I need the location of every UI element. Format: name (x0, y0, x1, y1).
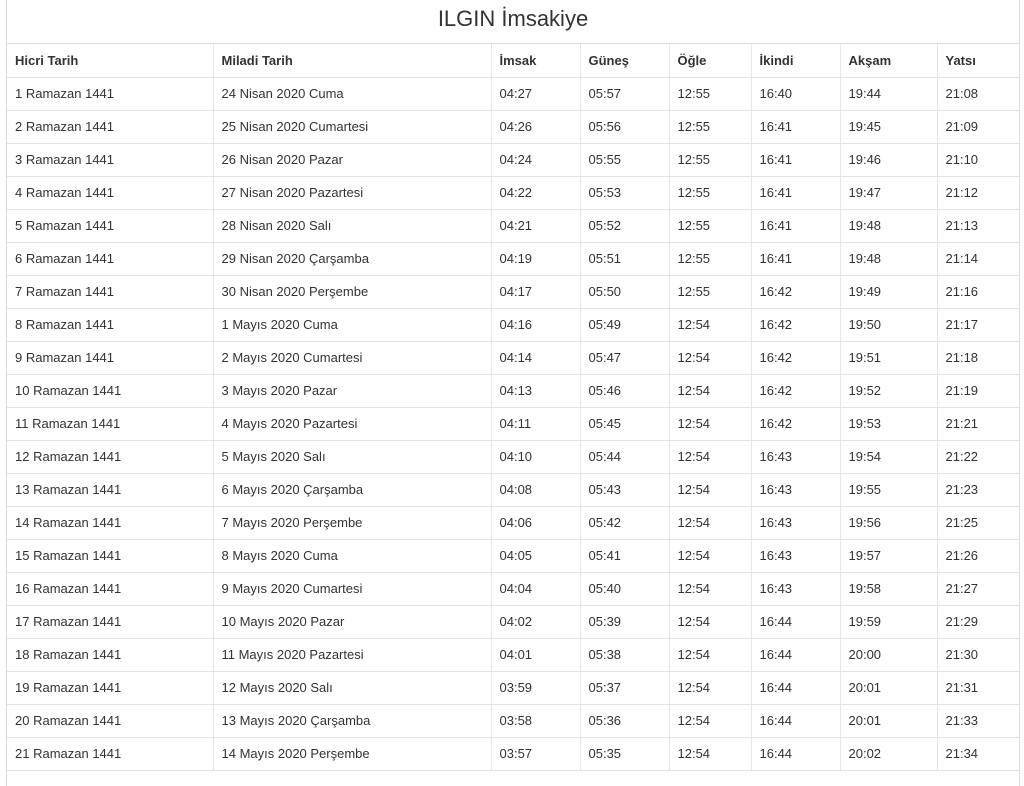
gregorian-date-cell: 6 Mayıs 2020 Çarşamba (213, 473, 491, 506)
imsak-cell: 04:14 (491, 341, 580, 374)
imsak-cell: 04:17 (491, 275, 580, 308)
aksam-cell: 20:00 (840, 638, 937, 671)
ogle-cell: 12:54 (669, 308, 751, 341)
imsak-cell: 04:13 (491, 374, 580, 407)
gunes-cell: 05:47 (580, 341, 669, 374)
table-row (7, 242, 1019, 275)
table-row (7, 473, 1019, 506)
yatsi-cell: 21:09 (937, 110, 1019, 143)
hijri-date-cell: 8 Ramazan 1441 (7, 308, 213, 341)
table-row (7, 341, 1019, 374)
imsak-cell: 04:05 (491, 539, 580, 572)
hijri-date-cell: 11 Ramazan 1441 (7, 407, 213, 440)
aksam-cell: 19:57 (840, 539, 937, 572)
hijri-date-cell: 20 Ramazan 1441 (7, 704, 213, 737)
ogle-cell: 12:54 (669, 671, 751, 704)
hijri-date-cell: 7 Ramazan 1441 (7, 275, 213, 308)
gregorian-date-cell: 12 Mayıs 2020 Salı (213, 671, 491, 704)
ogle-cell: 12:54 (669, 737, 751, 770)
hijri-date-cell: 18 Ramazan 1441 (7, 638, 213, 671)
gregorian-date-cell: 14 Mayıs 2020 Perşembe (213, 737, 491, 770)
table-row (7, 374, 1019, 407)
gregorian-date-cell: 9 Mayıs 2020 Cumartesi (213, 572, 491, 605)
yatsi-cell: 21:26 (937, 539, 1019, 572)
imsak-cell: 04:06 (491, 506, 580, 539)
gregorian-date-cell: 3 Mayıs 2020 Pazar (213, 374, 491, 407)
yatsi-cell: 21:13 (937, 209, 1019, 242)
aksam-cell: 19:55 (840, 473, 937, 506)
ikindi-cell: 16:41 (751, 176, 840, 209)
imsak-cell: 04:22 (491, 176, 580, 209)
gregorian-date-cell: 29 Nisan 2020 Çarşamba (213, 242, 491, 275)
imsak-cell: 04:19 (491, 242, 580, 275)
hijri-date-cell: 13 Ramazan 1441 (7, 473, 213, 506)
ikindi-cell: 16:42 (751, 407, 840, 440)
yatsi-cell: 21:29 (937, 605, 1019, 638)
hijri-date-cell: 17 Ramazan 1441 (7, 605, 213, 638)
gunes-cell: 05:43 (580, 473, 669, 506)
column-header-yatsi: Yatsı (937, 44, 1019, 77)
imsak-cell: 04:16 (491, 308, 580, 341)
aksam-cell: 19:59 (840, 605, 937, 638)
table-row (7, 638, 1019, 671)
gunes-cell: 05:38 (580, 638, 669, 671)
aksam-cell: 19:48 (840, 209, 937, 242)
table-row (7, 671, 1019, 704)
yatsi-cell: 21:12 (937, 176, 1019, 209)
table-row (7, 605, 1019, 638)
imsakiye-panel (6, 0, 1020, 786)
ogle-cell: 12:54 (669, 341, 751, 374)
gregorian-date-cell: 13 Mayıs 2020 Çarşamba (213, 704, 491, 737)
aksam-cell: 20:01 (840, 704, 937, 737)
aksam-cell: 19:54 (840, 440, 937, 473)
ogle-cell: 12:54 (669, 605, 751, 638)
gregorian-date-cell: 5 Mayıs 2020 Salı (213, 440, 491, 473)
ogle-cell: 12:54 (669, 506, 751, 539)
ikindi-cell: 16:40 (751, 77, 840, 110)
yatsi-cell: 21:34 (937, 737, 1019, 770)
aksam-cell: 19:44 (840, 77, 937, 110)
yatsi-cell: 21:17 (937, 308, 1019, 341)
aksam-cell: 19:52 (840, 374, 937, 407)
yatsi-cell: 21:30 (937, 638, 1019, 671)
gregorian-date-cell: 26 Nisan 2020 Pazar (213, 143, 491, 176)
hijri-date-cell: 16 Ramazan 1441 (7, 572, 213, 605)
ikindi-cell: 16:43 (751, 440, 840, 473)
ogle-cell: 12:54 (669, 638, 751, 671)
aksam-cell: 19:48 (840, 242, 937, 275)
gunes-cell: 05:36 (580, 704, 669, 737)
aksam-cell: 19:51 (840, 341, 937, 374)
ikindi-cell: 16:41 (751, 209, 840, 242)
gregorian-date-cell: 2 Mayıs 2020 Cumartesi (213, 341, 491, 374)
ogle-cell: 12:54 (669, 704, 751, 737)
ogle-cell: 12:54 (669, 473, 751, 506)
imsak-cell: 04:04 (491, 572, 580, 605)
ikindi-cell: 16:43 (751, 506, 840, 539)
gunes-cell: 05:44 (580, 440, 669, 473)
hijri-date-cell: 21 Ramazan 1441 (7, 737, 213, 770)
aksam-cell: 19:45 (840, 110, 937, 143)
gunes-cell: 05:37 (580, 671, 669, 704)
gregorian-date-cell: 30 Nisan 2020 Perşembe (213, 275, 491, 308)
ikindi-cell: 16:44 (751, 605, 840, 638)
ogle-cell: 12:55 (669, 176, 751, 209)
yatsi-cell: 21:33 (937, 704, 1019, 737)
imsak-cell: 04:08 (491, 473, 580, 506)
ogle-cell: 12:54 (669, 374, 751, 407)
aksam-cell: 19:47 (840, 176, 937, 209)
ogle-cell: 12:55 (669, 77, 751, 110)
gregorian-date-cell: 24 Nisan 2020 Cuma (213, 77, 491, 110)
table-row (7, 539, 1019, 572)
aksam-cell: 19:53 (840, 407, 937, 440)
table-row (7, 77, 1019, 110)
yatsi-cell: 21:27 (937, 572, 1019, 605)
column-header-gregorian-date: Miladi Tarih (213, 44, 491, 77)
yatsi-cell: 21:14 (937, 242, 1019, 275)
ikindi-cell: 16:42 (751, 341, 840, 374)
ikindi-cell: 16:44 (751, 638, 840, 671)
ogle-cell: 12:54 (669, 407, 751, 440)
imsak-cell: 04:11 (491, 407, 580, 440)
imsak-cell: 04:26 (491, 110, 580, 143)
gunes-cell: 05:51 (580, 242, 669, 275)
hijri-date-cell: 12 Ramazan 1441 (7, 440, 213, 473)
ikindi-cell: 16:44 (751, 704, 840, 737)
table-row (7, 506, 1019, 539)
table-row (7, 110, 1019, 143)
ogle-cell: 12:55 (669, 242, 751, 275)
gunes-cell: 05:52 (580, 209, 669, 242)
yatsi-cell: 21:21 (937, 407, 1019, 440)
imsak-cell: 04:02 (491, 605, 580, 638)
table-body (7, 77, 1019, 770)
table-row (7, 308, 1019, 341)
yatsi-cell: 21:18 (937, 341, 1019, 374)
imsakiye-table (7, 44, 1019, 771)
yatsi-cell: 21:31 (937, 671, 1019, 704)
yatsi-cell: 21:16 (937, 275, 1019, 308)
yatsi-cell: 21:19 (937, 374, 1019, 407)
table-row (7, 176, 1019, 209)
ogle-cell: 12:55 (669, 209, 751, 242)
gregorian-date-cell: 7 Mayıs 2020 Perşembe (213, 506, 491, 539)
gunes-cell: 05:50 (580, 275, 669, 308)
column-header-ikindi: İkindi (751, 44, 840, 77)
table-row (7, 209, 1019, 242)
ikindi-cell: 16:43 (751, 539, 840, 572)
ikindi-cell: 16:42 (751, 275, 840, 308)
column-header-ogle: Öğle (669, 44, 751, 77)
gregorian-date-cell: 1 Mayıs 2020 Cuma (213, 308, 491, 341)
table-row (7, 275, 1019, 308)
yatsi-cell: 21:25 (937, 506, 1019, 539)
table-row (7, 572, 1019, 605)
gunes-cell: 05:35 (580, 737, 669, 770)
gregorian-date-cell: 8 Mayıs 2020 Cuma (213, 539, 491, 572)
hijri-date-cell: 10 Ramazan 1441 (7, 374, 213, 407)
table-row (7, 407, 1019, 440)
imsak-cell: 03:58 (491, 704, 580, 737)
aksam-cell: 19:46 (840, 143, 937, 176)
yatsi-cell: 21:10 (937, 143, 1019, 176)
gunes-cell: 05:40 (580, 572, 669, 605)
gregorian-date-cell: 28 Nisan 2020 Salı (213, 209, 491, 242)
hijri-date-cell: 14 Ramazan 1441 (7, 506, 213, 539)
hijri-date-cell: 6 Ramazan 1441 (7, 242, 213, 275)
imsak-cell: 03:59 (491, 671, 580, 704)
column-header-aksam: Akşam (840, 44, 937, 77)
ogle-cell: 12:55 (669, 110, 751, 143)
ikindi-cell: 16:43 (751, 473, 840, 506)
gregorian-date-cell: 10 Mayıs 2020 Pazar (213, 605, 491, 638)
gunes-cell: 05:56 (580, 110, 669, 143)
gunes-cell: 05:39 (580, 605, 669, 638)
table-row (7, 704, 1019, 737)
aksam-cell: 19:58 (840, 572, 937, 605)
aksam-cell: 19:56 (840, 506, 937, 539)
imsak-cell: 04:27 (491, 77, 580, 110)
aksam-cell: 20:02 (840, 737, 937, 770)
imsak-cell: 03:57 (491, 737, 580, 770)
ikindi-cell: 16:44 (751, 671, 840, 704)
page-title: ILGIN İmsakiye (7, 0, 1019, 44)
column-header-hijri-date: Hicri Tarih (7, 44, 213, 77)
gregorian-date-cell: 11 Mayıs 2020 Pazartesi (213, 638, 491, 671)
ikindi-cell: 16:41 (751, 242, 840, 275)
hijri-date-cell: 19 Ramazan 1441 (7, 671, 213, 704)
ikindi-cell: 16:41 (751, 110, 840, 143)
gunes-cell: 05:53 (580, 176, 669, 209)
aksam-cell: 20:01 (840, 671, 937, 704)
ikindi-cell: 16:43 (751, 572, 840, 605)
table-row (7, 143, 1019, 176)
hijri-date-cell: 5 Ramazan 1441 (7, 209, 213, 242)
ikindi-cell: 16:42 (751, 374, 840, 407)
gunes-cell: 05:42 (580, 506, 669, 539)
hijri-date-cell: 1 Ramazan 1441 (7, 77, 213, 110)
gregorian-date-cell: 27 Nisan 2020 Pazartesi (213, 176, 491, 209)
gunes-cell: 05:57 (580, 77, 669, 110)
yatsi-cell: 21:22 (937, 440, 1019, 473)
hijri-date-cell: 2 Ramazan 1441 (7, 110, 213, 143)
hijri-date-cell: 4 Ramazan 1441 (7, 176, 213, 209)
yatsi-cell: 21:08 (937, 77, 1019, 110)
gregorian-date-cell: 4 Mayıs 2020 Pazartesi (213, 407, 491, 440)
hijri-date-cell: 9 Ramazan 1441 (7, 341, 213, 374)
column-header-imsak: İmsak (491, 44, 580, 77)
ogle-cell: 12:54 (669, 440, 751, 473)
table-row (7, 440, 1019, 473)
table-row (7, 737, 1019, 770)
imsak-cell: 04:01 (491, 638, 580, 671)
yatsi-cell: 21:23 (937, 473, 1019, 506)
hijri-date-cell: 3 Ramazan 1441 (7, 143, 213, 176)
ikindi-cell: 16:44 (751, 737, 840, 770)
column-header-gunes: Güneş (580, 44, 669, 77)
ikindi-cell: 16:41 (751, 143, 840, 176)
ogle-cell: 12:54 (669, 572, 751, 605)
ogle-cell: 12:55 (669, 275, 751, 308)
gunes-cell: 05:49 (580, 308, 669, 341)
aksam-cell: 19:49 (840, 275, 937, 308)
gunes-cell: 05:41 (580, 539, 669, 572)
ikindi-cell: 16:42 (751, 308, 840, 341)
hijri-date-cell: 15 Ramazan 1441 (7, 539, 213, 572)
imsak-cell: 04:21 (491, 209, 580, 242)
gunes-cell: 05:55 (580, 143, 669, 176)
imsak-cell: 04:10 (491, 440, 580, 473)
aksam-cell: 19:50 (840, 308, 937, 341)
gunes-cell: 05:46 (580, 374, 669, 407)
gunes-cell: 05:45 (580, 407, 669, 440)
imsak-cell: 04:24 (491, 143, 580, 176)
gregorian-date-cell: 25 Nisan 2020 Cumartesi (213, 110, 491, 143)
ogle-cell: 12:54 (669, 539, 751, 572)
ogle-cell: 12:55 (669, 143, 751, 176)
table-header-row (7, 44, 1019, 77)
